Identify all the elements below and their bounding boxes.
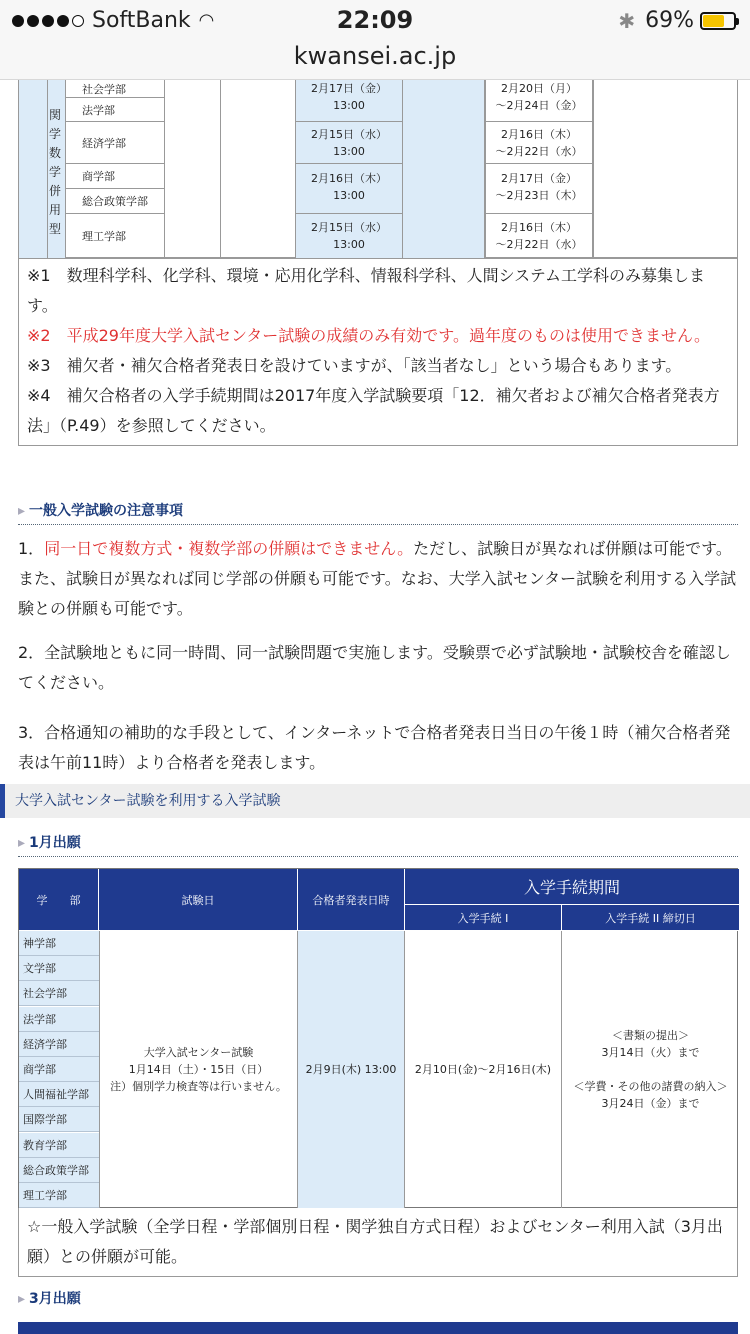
url-bar[interactable]: kwansei.ac.jp [0,40,750,80]
status-time: 22:09 [336,6,414,34]
exam-date-cell: 2月16日（木） 13:00 [295,164,403,214]
table-side-strip [19,80,47,258]
dept-cell: 総合政策学部 [65,189,165,214]
department-row: 法学部 [19,1007,99,1032]
january-table [18,868,738,1208]
exam-date-cell: 2月15日（水） 13:00 [295,214,403,258]
exam-date-cell: 2月17日（金） 13:00 [295,80,403,122]
notes-box [18,258,738,446]
department-row: 商学部 [19,1057,99,1082]
wifi-icon: ◠ [198,10,215,31]
header-proc2: 入学手続 II 締切日 [562,905,739,931]
procedure-cell: 2月16日（木） 〜2月22日（水） [485,122,593,164]
dept-cell: 経済学部 [65,122,165,164]
department-row: 神学部 [19,931,99,956]
dept-cell: 理工学部 [65,214,165,258]
col-divider [593,80,594,258]
carrier-name: SoftBank [92,8,191,33]
march-table-header-strip [18,1322,738,1334]
status-bar [0,0,750,40]
battery-area [618,8,736,33]
group-label: 関学数学併用型 [48,108,61,236]
notice-paragraph-3: 3．合格通知の補助的な手段として、インターネットで合格者発表日当日の午後１時（補欠合格者発表は午前11時）より合格者を発表します。 [18,723,731,772]
announce-cell: 2月9日(木) 13:00 [298,931,405,1208]
procedure-cell: 2月20日（月） 〜2月24日（金） [485,80,593,122]
announce-col [403,80,485,258]
header-announce: 合格者発表日時 [298,869,405,931]
battery-percent: 69% [645,8,694,33]
top-schedule-table [18,80,738,258]
dept-cell: 法学部 [65,98,165,122]
procedure-cell: 2月16日（木） 〜2月22日（水） [485,214,593,258]
department-row: 文学部 [19,956,99,981]
general-notice-heading: ▸ 一般入学試験の注意事項 [18,500,738,525]
battery-icon [700,12,736,30]
center-exam-section-title: 大学入試センター試験を利用する入学試験 [0,784,750,818]
january-heading: ▸ 1月出願 [18,832,738,857]
department-row: 教育学部 [19,1133,99,1158]
dept-cell: 商学部 [65,164,165,189]
header-exam-date: 試験日 [99,869,298,931]
bluetooth-icon: ✱ [618,8,636,33]
note-4: ※4 補欠合格者の入学手続期間は2017年度入学試験要項「12．補欠者および補欠合格者発表方法」（P.49）を参照してください。 [27,386,720,435]
note-2: ※2 平成29年度大学入試センター試験の成績のみ有効です。過年度のものは使用できません。 [27,326,710,345]
march-heading: ▸ 3月出願 [18,1291,81,1307]
department-row: 理工学部 [19,1183,99,1208]
header-dept: 学 部 [19,869,99,931]
notice-paragraph-2: 2．全試験地ともに同一時間、同一試験問題で実施します。受験票で必ず試験地・試験校舎を確認してください。 [18,643,731,692]
header-proc1: 入学手続 I [405,905,562,931]
department-row: 国際学部 [19,1107,99,1132]
department-row: 社会学部 [19,981,99,1006]
department-row: 人間福祉学部 [19,1082,99,1107]
empty-col [165,80,221,258]
department-row: 総合政策学部 [19,1158,99,1183]
procedure-cell: 2月17日（金） 〜2月23日（木） [485,164,593,214]
header-procedure: 入学手続期間 [405,869,739,905]
exam-date-cell: 2月15日（水） 13:00 [295,122,403,164]
table-footnote: ☆一般入学試験（全学日程・学部個別日程・関学独自方式日程）およびセンター利用入試（3月出願）との併願が可能。 [18,1208,738,1277]
notice-paragraph-1: 1．同一日で複数方式・複数学部の併願はできません。ただし、試験日が異なれば併願は可能です。また、試験日が異なれば同じ学部の併願も可能です。なお、大学入試センター試験を利用する入学試験との併願も可能です。 [18,539,737,618]
proc2-cell: ＜書類の提出＞ 3月14日（火）まで ＜学費・その他の諸費の納入＞ 3月24日（金）まで [573,1029,728,1110]
note-1: ※1 数理科学科、化学科、環境・応用化学科、情報科学科、人間システム工学科のみ募集します。 [27,266,705,315]
note-3: ※3 補欠者・補欠合格者発表日を設けていますが、「該当者なし」という場合もあります。 [27,356,682,375]
department-row: 経済学部 [19,1032,99,1057]
proc1-cell: 2月10日(金)〜2月16日(木) [405,931,562,1208]
dept-cell: 社会学部 [65,80,165,98]
exam-info-cell: 大学入試センター試験 1月14日（土）・15日（日） 注）個別学力検査等は行いません。 [99,931,298,1208]
